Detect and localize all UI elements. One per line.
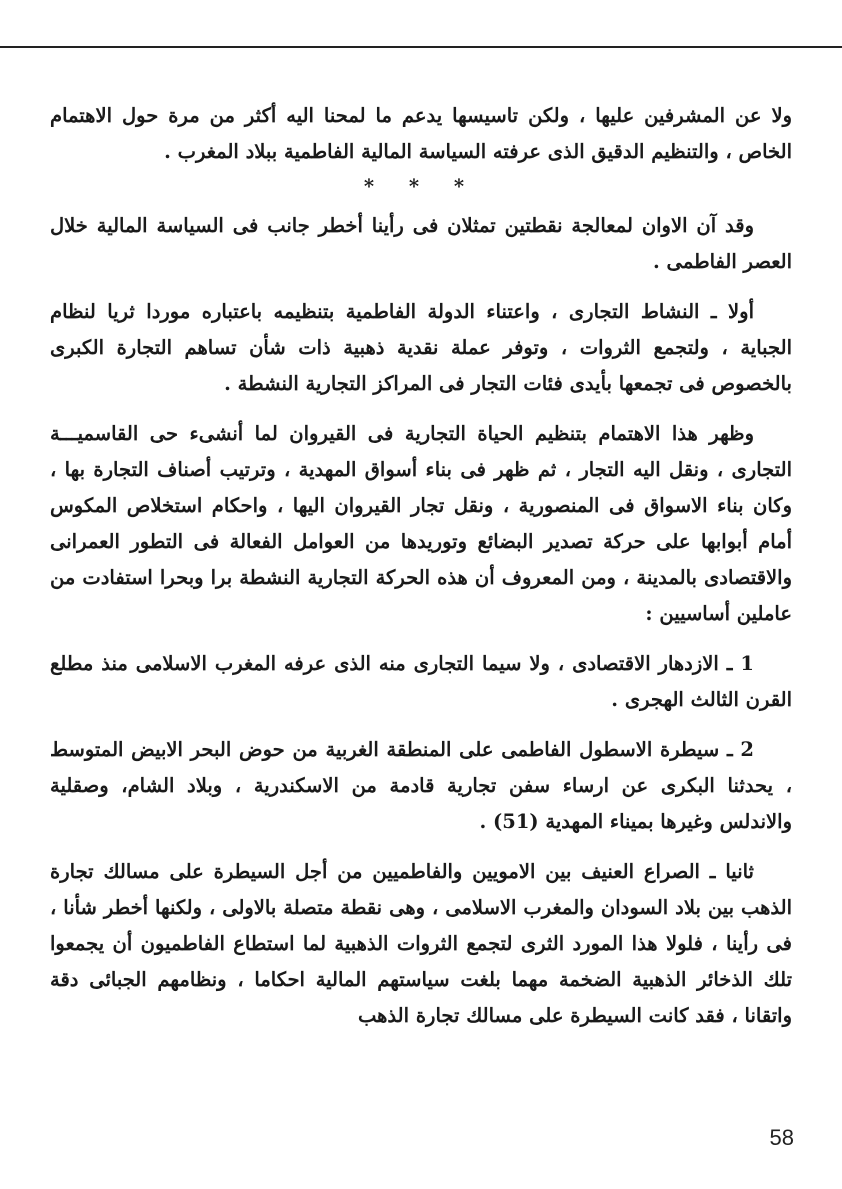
paragraph-kairouan: وظهر هذا الاهتمام بتنظيم الحياة التجارية فى القيروان لما أنشىء حى القاسميـــة التجارى ، ونقل اليه التجار ، ثم ظهر فى بناء أسواق المهدية ، وترتيب أصناف التجارة بها ، وكان بناء الاسواق فى المنصورية ، ونقل تجار القيروان اليها ، واحكام استخلاص المكوس أمام أبوابها على حركة تصدير البضائع وتوريدها من العوامل الفعالة فى التطور العمرانى والاقتصادى بالمدينة ، ومن المعروف أن هذه الحركة التجارية النشطة برا وبحرا استفادت من عاملين أساسيين :: [50, 422, 792, 625]
list-item-1: 1 ـ الازدهار الاقتصادى ، ولا سيما التجارى منه الذى عرفه المغرب الاسلامى منذ مطلع القرن الثالث الهجرى .: [50, 652, 792, 711]
page-number: 58: [769, 1125, 794, 1150]
paragraph-first-point: أولا ـ النشاط التجارى ، واعتناء الدولة الفاطمية بتنظيمه باعتباره موردا ثريا لنظام الجباية ، ولتجمع الثروات ، وتوفر عملة نقدية ذهبية ذات شأن تساهم التجارة الكبرى بالخصوص فى تجمعها بأيدى فئات التجار فى المراكز التجارية النشطة .: [50, 300, 792, 395]
paragraph-continuation: ولا عن المشرفين عليها ، ولكن تاسيسها يدعم ما لمحنا اليه أكثر من مرة حول الاهتمام الخاص ، والتنظيم الدقيق الذى عرفته السياسة المالية الفاطمية ببلاد المغرب .: [50, 104, 792, 163]
top-rule: [0, 46, 842, 48]
paragraph-intro: وقد آن الاوان لمعالجة نقطتين تمثلان فى رأينا أخطر جانب فى السياسة المالية خلال العصر الفاطمى .: [50, 214, 792, 273]
page-body: [50, 98, 792, 1048]
paragraph-second-point: ثانيا ـ الصراع العنيف بين الامويين والفاطميين من أجل السيطرة على مسالك تجارة الذهب بين بلاد السودان والمغرب الاسلامى ، وهى نقطة متصلة بالاولى ، ولكنها أخطر شأنا ، فى رأينا ، فلولا هذا المورد الثرى لتجمع الثروات الذهبية لما استطاع الفاطميون أن يجمعوا تلك الذخائر الذهبية الضخمة مهما بلغت سياستهم المالية احكاما ، ونظامهم الجبائى دقة واتقانا ، فقد كانت السيطرة على مسالك تجارة الذهب: [50, 860, 792, 1027]
section-separator: * * *: [363, 175, 479, 198]
list-item-2: 2 ـ سيطرة الاسطول الفاطمى على المنطقة الغربية من حوض البحر الابيض المتوسط ، يحدثنا البكرى عن ارساء سفن تجارية قادمة من الاسكندرية ، وبلاد الشام، وصقلية والاندلس وغيرها بميناء المهدية (51) .: [50, 738, 792, 833]
